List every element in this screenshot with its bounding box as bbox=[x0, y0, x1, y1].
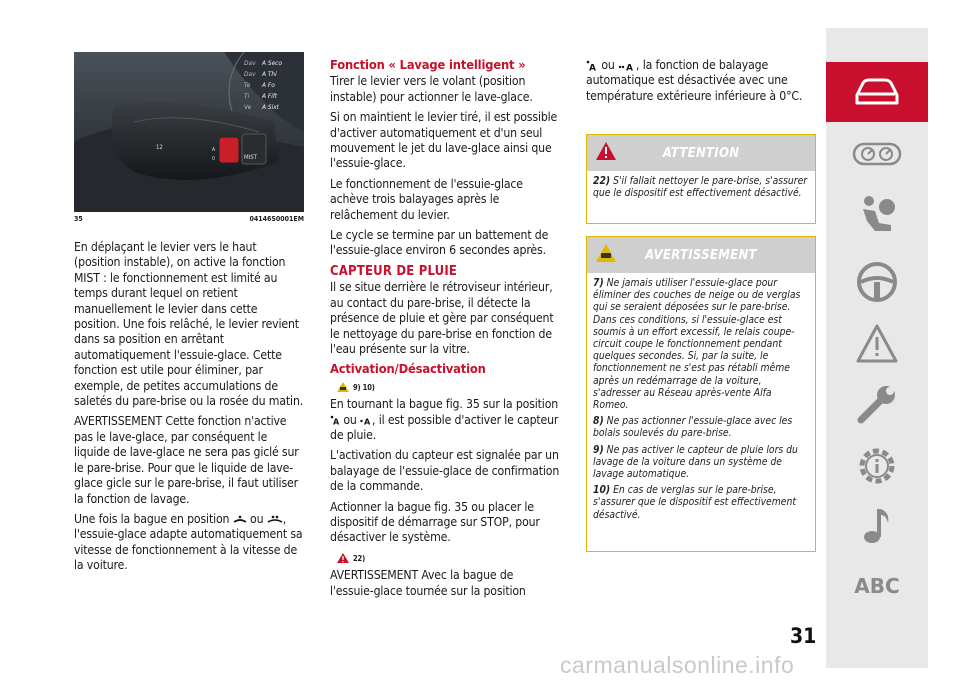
note-text: S'il fallait nettoyer le pare-brise, s'assurer que le dispositif est effectivement désactivé. bbox=[593, 175, 808, 200]
svg-text:A: A bbox=[364, 417, 371, 426]
caution-car-icon bbox=[595, 243, 617, 267]
avertissement-title: AVERTISSEMENT bbox=[645, 247, 757, 263]
section-heading-activation: Activation/Désactivation bbox=[330, 362, 486, 378]
abc-icon: ABC bbox=[854, 574, 900, 598]
text-span: En tournant la bague fig. 35 sur la position bbox=[330, 397, 559, 412]
danger-icon bbox=[595, 141, 617, 165]
avertissement-box bbox=[586, 236, 816, 552]
wrench-icon bbox=[855, 382, 899, 426]
column-3 bbox=[586, 58, 818, 109]
auto-sensitivity-1-icon bbox=[233, 514, 247, 524]
panel-label: A Seco bbox=[262, 59, 282, 67]
tab-driving[interactable] bbox=[826, 256, 928, 308]
text-span: l'essuie-glace adapte automatiquement sa vitesse de fonctionnement à la vitesse de la voiture. bbox=[74, 527, 303, 573]
svg-text:A: A bbox=[589, 63, 596, 71]
note-text: Ne jamais utiliser l'essuie-glace pour éliminer des couches de neige ou de verglas qui se seraient déposées sur le pare-brise. Dans ces conditions, si l'essuie-glace est soumis à un effort excessif, le relais coupe-circuit coupe le fonctionnement pendant quelques secondes. Si, par la suite, le fonctionnement ne s'est pas rétabli même après un redémarrage de la voiture, s'adresser au Réseau après-vente Alfa Romeo. bbox=[593, 277, 801, 412]
paragraph: Le cycle se termine par un battement de l'essuie-glace environ 6 secondes après. bbox=[330, 228, 549, 258]
paragraph: AVERTISSEMENT Avec la bague de l'essuie-glace tournée sur la position bbox=[330, 568, 526, 598]
tab-maintenance[interactable] bbox=[826, 440, 928, 492]
paragraph: Le fonctionnement de l'essuie-glace achève trois balayages après le relâchement du levier. bbox=[330, 176, 523, 222]
text-span: Une fois la bague en position bbox=[74, 511, 230, 526]
wiper-lever-figure bbox=[74, 52, 304, 212]
reference-numbers: 22) bbox=[353, 553, 366, 563]
note-number: 22) bbox=[593, 175, 611, 187]
paragraph: Si on maintient le levier tiré, il est possible d'activer automatiquement et d'un seul mouvement le jet du lave-glace ainsi que l'essuie-glace. bbox=[330, 110, 558, 171]
steering-wheel-icon bbox=[855, 260, 899, 304]
text-span: , la fonction de balayage automatique est désactivée avec une température extérieure inférieure à 0°C. bbox=[586, 58, 803, 103]
paragraph bbox=[330, 397, 560, 443]
auto-a-2-icon bbox=[360, 415, 372, 425]
note-number: 7) bbox=[593, 277, 604, 289]
tab-emergency[interactable] bbox=[826, 378, 928, 430]
figure-caption bbox=[74, 215, 304, 223]
note-item bbox=[593, 277, 809, 411]
attention-header bbox=[587, 135, 815, 171]
paragraph: Tirer le levier vers le volant (position instable) pour actionner le lave-glace. bbox=[330, 74, 533, 104]
attention-body bbox=[587, 171, 815, 209]
watermark: carmanualsonline.info bbox=[560, 652, 795, 678]
auto-a-3-icon bbox=[586, 60, 598, 71]
figure-code: 04146S0001EM bbox=[249, 215, 304, 223]
auto-sensitivity-2-icon bbox=[267, 514, 283, 524]
panel-label-left: Ve bbox=[244, 103, 252, 111]
lever-label-a: A bbox=[212, 147, 216, 153]
car-icon bbox=[853, 77, 901, 107]
gauges-icon bbox=[852, 141, 902, 167]
reference-row bbox=[336, 380, 560, 395]
reference-row bbox=[336, 551, 560, 566]
paragraph bbox=[586, 58, 818, 104]
figure-number: 35 bbox=[74, 215, 83, 223]
panel-label-left: Dav bbox=[244, 59, 256, 67]
lever-label-0: 0 bbox=[212, 156, 215, 162]
panel-label-left: Te bbox=[244, 81, 251, 89]
text-span: , bbox=[282, 511, 287, 526]
column-2 bbox=[330, 58, 560, 604]
avertissement-header bbox=[587, 237, 815, 273]
note-number: 8) bbox=[593, 415, 604, 428]
paragraph: Il se situe derrière le rétroviseur intérieur, au contact du pare-brise, il détecte la présence de pluie et gère par conséquent le nettoyage du pare-brise en fonction de l'eau présente sur la vitre. bbox=[330, 280, 554, 356]
note-number: 9) bbox=[593, 443, 604, 456]
paragraph: L'activation du capteur est signalée par un balayage de l'essuie-glace de confirmation de la commande. bbox=[330, 448, 560, 494]
tab-warnings[interactable] bbox=[826, 318, 928, 370]
note-item bbox=[593, 444, 809, 481]
auto-a-4-icon bbox=[618, 60, 636, 71]
tab-index[interactable] bbox=[826, 568, 928, 604]
tab-car[interactable] bbox=[826, 62, 928, 122]
section-heading-rain-sensor: CAPTEUR DE PLUIE bbox=[330, 263, 458, 279]
text-span: ou bbox=[250, 511, 264, 526]
note-text: En cas de verglas sur le pare-brise, s'assurer que le dispositif est effectivement désactivé. bbox=[593, 484, 796, 521]
warning-icon bbox=[855, 323, 899, 365]
airbag-icon bbox=[857, 193, 897, 237]
paragraph: AVERTISSEMENT Cette fonction n'active pas le lave-glace, par conséquent le liquide de lave-glace ne sera pas giclé sur le pare-brise. Pour que le liquide de lave-glace gicle sur le pare-brise, il faut utiliser la fonction de lavage. bbox=[74, 414, 299, 506]
tab-safety[interactable] bbox=[826, 190, 928, 240]
paragraph: En déplaçant le levier vers le haut (position instable), on active la fonction MIST : le fonctionnement est limité au temps durant lequel on retient manuellement le levier dans cette position. Une fois relâché, le levier revient dans sa position en arrêtant automatiquement l'essuie-glace. Cette fonction est utile pour éliminer, par exemple, de petites accumulations de saletés du pare-brise ou la rosée du matin. bbox=[74, 240, 304, 409]
attention-title: ATTENTION bbox=[662, 145, 740, 161]
svg-text:A: A bbox=[626, 63, 633, 71]
panel-label: A Thi bbox=[262, 70, 277, 78]
lever-label-12: 12 bbox=[156, 144, 163, 151]
note-text: Ne pas actionner l'essuie-glace avec les bolais soulevés du pare-brise. bbox=[593, 415, 793, 440]
reference-numbers: 9) 10) bbox=[353, 382, 375, 392]
avertissement-body bbox=[587, 273, 815, 531]
lever-label-mist: MIST bbox=[244, 154, 257, 161]
page-number: 31 bbox=[790, 624, 817, 648]
panel-label: A Fo bbox=[262, 81, 275, 89]
gear-info-icon bbox=[854, 443, 900, 489]
note-text: Ne pas activer le capteur de pluie lors du lavage de la voiture dans un système de lavage automatique. bbox=[593, 443, 798, 481]
panel-label: A Sixt bbox=[262, 103, 279, 111]
note-item bbox=[593, 484, 809, 521]
text-span: ou bbox=[601, 58, 615, 72]
paragraph: Actionner la bague fig. 35 ou placer le dispositif de démarrage sur STOP, pour désactiver le système. bbox=[330, 499, 540, 545]
music-icon bbox=[860, 505, 894, 545]
danger-icon bbox=[336, 552, 350, 564]
auto-a-1-icon bbox=[330, 415, 340, 425]
panel-label: A Fift bbox=[262, 92, 278, 100]
note-number: 10) bbox=[593, 484, 611, 497]
text-span: , il est possible d'activer le capteur de pluie. bbox=[330, 412, 559, 442]
tab-gauges[interactable] bbox=[826, 136, 928, 172]
column-1 bbox=[74, 240, 304, 579]
note-item bbox=[593, 415, 809, 439]
section-heading: Fonction « Lavage intelligent » bbox=[330, 58, 526, 73]
text-span: ou bbox=[343, 412, 357, 427]
panel-label-left: Ti bbox=[244, 92, 250, 100]
caution-car-icon bbox=[336, 381, 350, 393]
paragraph bbox=[74, 512, 304, 574]
panel-label-left: Dav bbox=[244, 70, 256, 78]
tab-multimedia[interactable] bbox=[826, 500, 928, 550]
attention-box bbox=[586, 134, 816, 224]
chapter-sidebar bbox=[826, 28, 928, 668]
svg-text:A: A bbox=[333, 417, 340, 426]
